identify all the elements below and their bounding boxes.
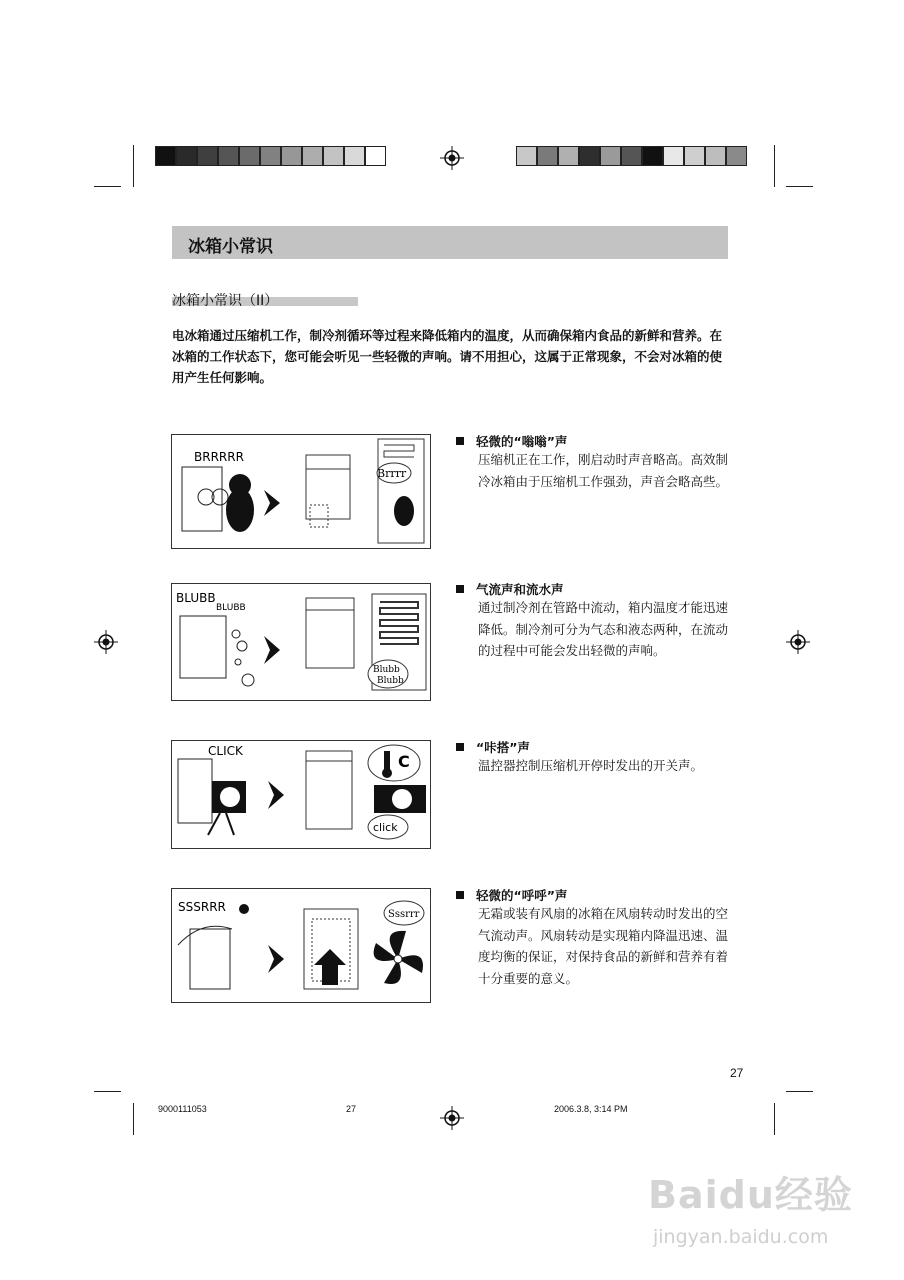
- color-swatch: [344, 146, 365, 166]
- registration-mark-icon: [440, 1106, 464, 1130]
- item-title-click: “咔搭”声: [456, 738, 530, 756]
- illustration-refrigerant-flow: [171, 583, 431, 701]
- color-swatch: [621, 146, 642, 166]
- footer-datetime: 2006.3.8, 3:14 PM: [554, 1104, 628, 1114]
- color-swatch: [516, 146, 537, 166]
- bullet-square-icon: [456, 891, 464, 899]
- color-swatch: [155, 146, 176, 166]
- page-number: 27: [730, 1066, 744, 1080]
- subtitle: 冰箱小常识（II）: [172, 293, 279, 309]
- item-title-flow: 气流声和流水声: [456, 580, 564, 598]
- color-swatch: [323, 146, 344, 166]
- bullet-square-icon: [456, 743, 464, 751]
- watermark-logo: Baidu经验: [648, 1173, 853, 1217]
- illustration-fan-airflow: [171, 888, 431, 1003]
- svg-text:SSSRRR: SSSRRR: [178, 900, 226, 914]
- bullet-square-icon: [456, 585, 464, 593]
- illustration-compressor-hum: [171, 434, 431, 549]
- color-swatch: [642, 146, 663, 166]
- item-body-hum: 压缩机正在工作，刚启动时声音略高。高效制冷冰箱由于压缩机工作强劲，声音会略高些。: [478, 452, 729, 489]
- registration-mark-icon: [94, 630, 118, 654]
- registration-mark-icon: [786, 630, 810, 654]
- svg-text:BLUBB: BLUBB: [216, 603, 246, 613]
- item-body-flow: 通过制冷剂在管路中流动，箱内温度才能迅速降低。制冷剂可分为气态和液态两种，在流动的过程中可能会发出轻微的声响。: [478, 600, 729, 658]
- footer-code: 9000111053: [158, 1104, 207, 1114]
- item-body-click: 温控器控制压缩机开停时发出的开关声。: [478, 758, 704, 773]
- color-calibration-bar-right: [516, 146, 747, 166]
- color-swatch: [663, 146, 684, 166]
- svg-text:BLUBB: BLUBB: [176, 591, 216, 605]
- watermark-url: jingyan.baidu.com: [653, 1226, 829, 1248]
- color-swatch: [726, 146, 747, 166]
- svg-text:CLICK: CLICK: [208, 744, 243, 758]
- sound-label: BRRRRR: [194, 450, 244, 464]
- color-swatch: [365, 146, 386, 166]
- color-swatch: [302, 146, 323, 166]
- color-calibration-bar-left: [155, 146, 386, 166]
- color-swatch: [239, 146, 260, 166]
- sound-bubble-label: Brrrr: [377, 467, 407, 480]
- bullet-square-icon: [456, 437, 464, 445]
- registration-mark-icon: [440, 146, 464, 170]
- svg-text:Blubb: Blubb: [373, 665, 400, 675]
- color-swatch: [579, 146, 600, 166]
- intro-paragraph: 电冰箱通过压缩机工作，制冷剂循环等过程来降低箱内的温度，从而确保箱内食品的新鲜和营养。在冰箱的工作状态下，您可能会听见一些轻微的声响。请不用担心，这属于正常现象，不会对冰箱的使用产生任何影响。: [172, 328, 723, 385]
- svg-text:Sssrrr: Sssrrr: [388, 909, 420, 920]
- color-swatch: [537, 146, 558, 166]
- color-swatch: [218, 146, 239, 166]
- svg-text:Blubb: Blubb: [377, 676, 404, 686]
- svg-text:click: click: [373, 821, 398, 834]
- svg-text:C: C: [398, 752, 410, 771]
- item-body-fan: 无霜或装有风扇的冰箱在风扇转动时发出的空气流动声。风扇转动是实现箱内降温迅速、温度均衡的保证，对保持食品的新鲜和营养有着十分重要的意义。: [478, 906, 729, 986]
- color-swatch: [600, 146, 621, 166]
- color-swatch: [558, 146, 579, 166]
- color-swatch: [176, 146, 197, 166]
- color-swatch: [197, 146, 218, 166]
- item-title-hum: 轻微的“嗡嗡”声: [456, 432, 567, 450]
- section-title: 冰箱小常识: [188, 237, 273, 257]
- item-title-fan: 轻微的“呼呼”声: [456, 886, 567, 904]
- color-swatch: [705, 146, 726, 166]
- color-swatch: [684, 146, 705, 166]
- color-swatch: [281, 146, 302, 166]
- footer-page: 27: [346, 1104, 357, 1114]
- color-swatch: [260, 146, 281, 166]
- illustration-thermostat-click: [171, 740, 431, 849]
